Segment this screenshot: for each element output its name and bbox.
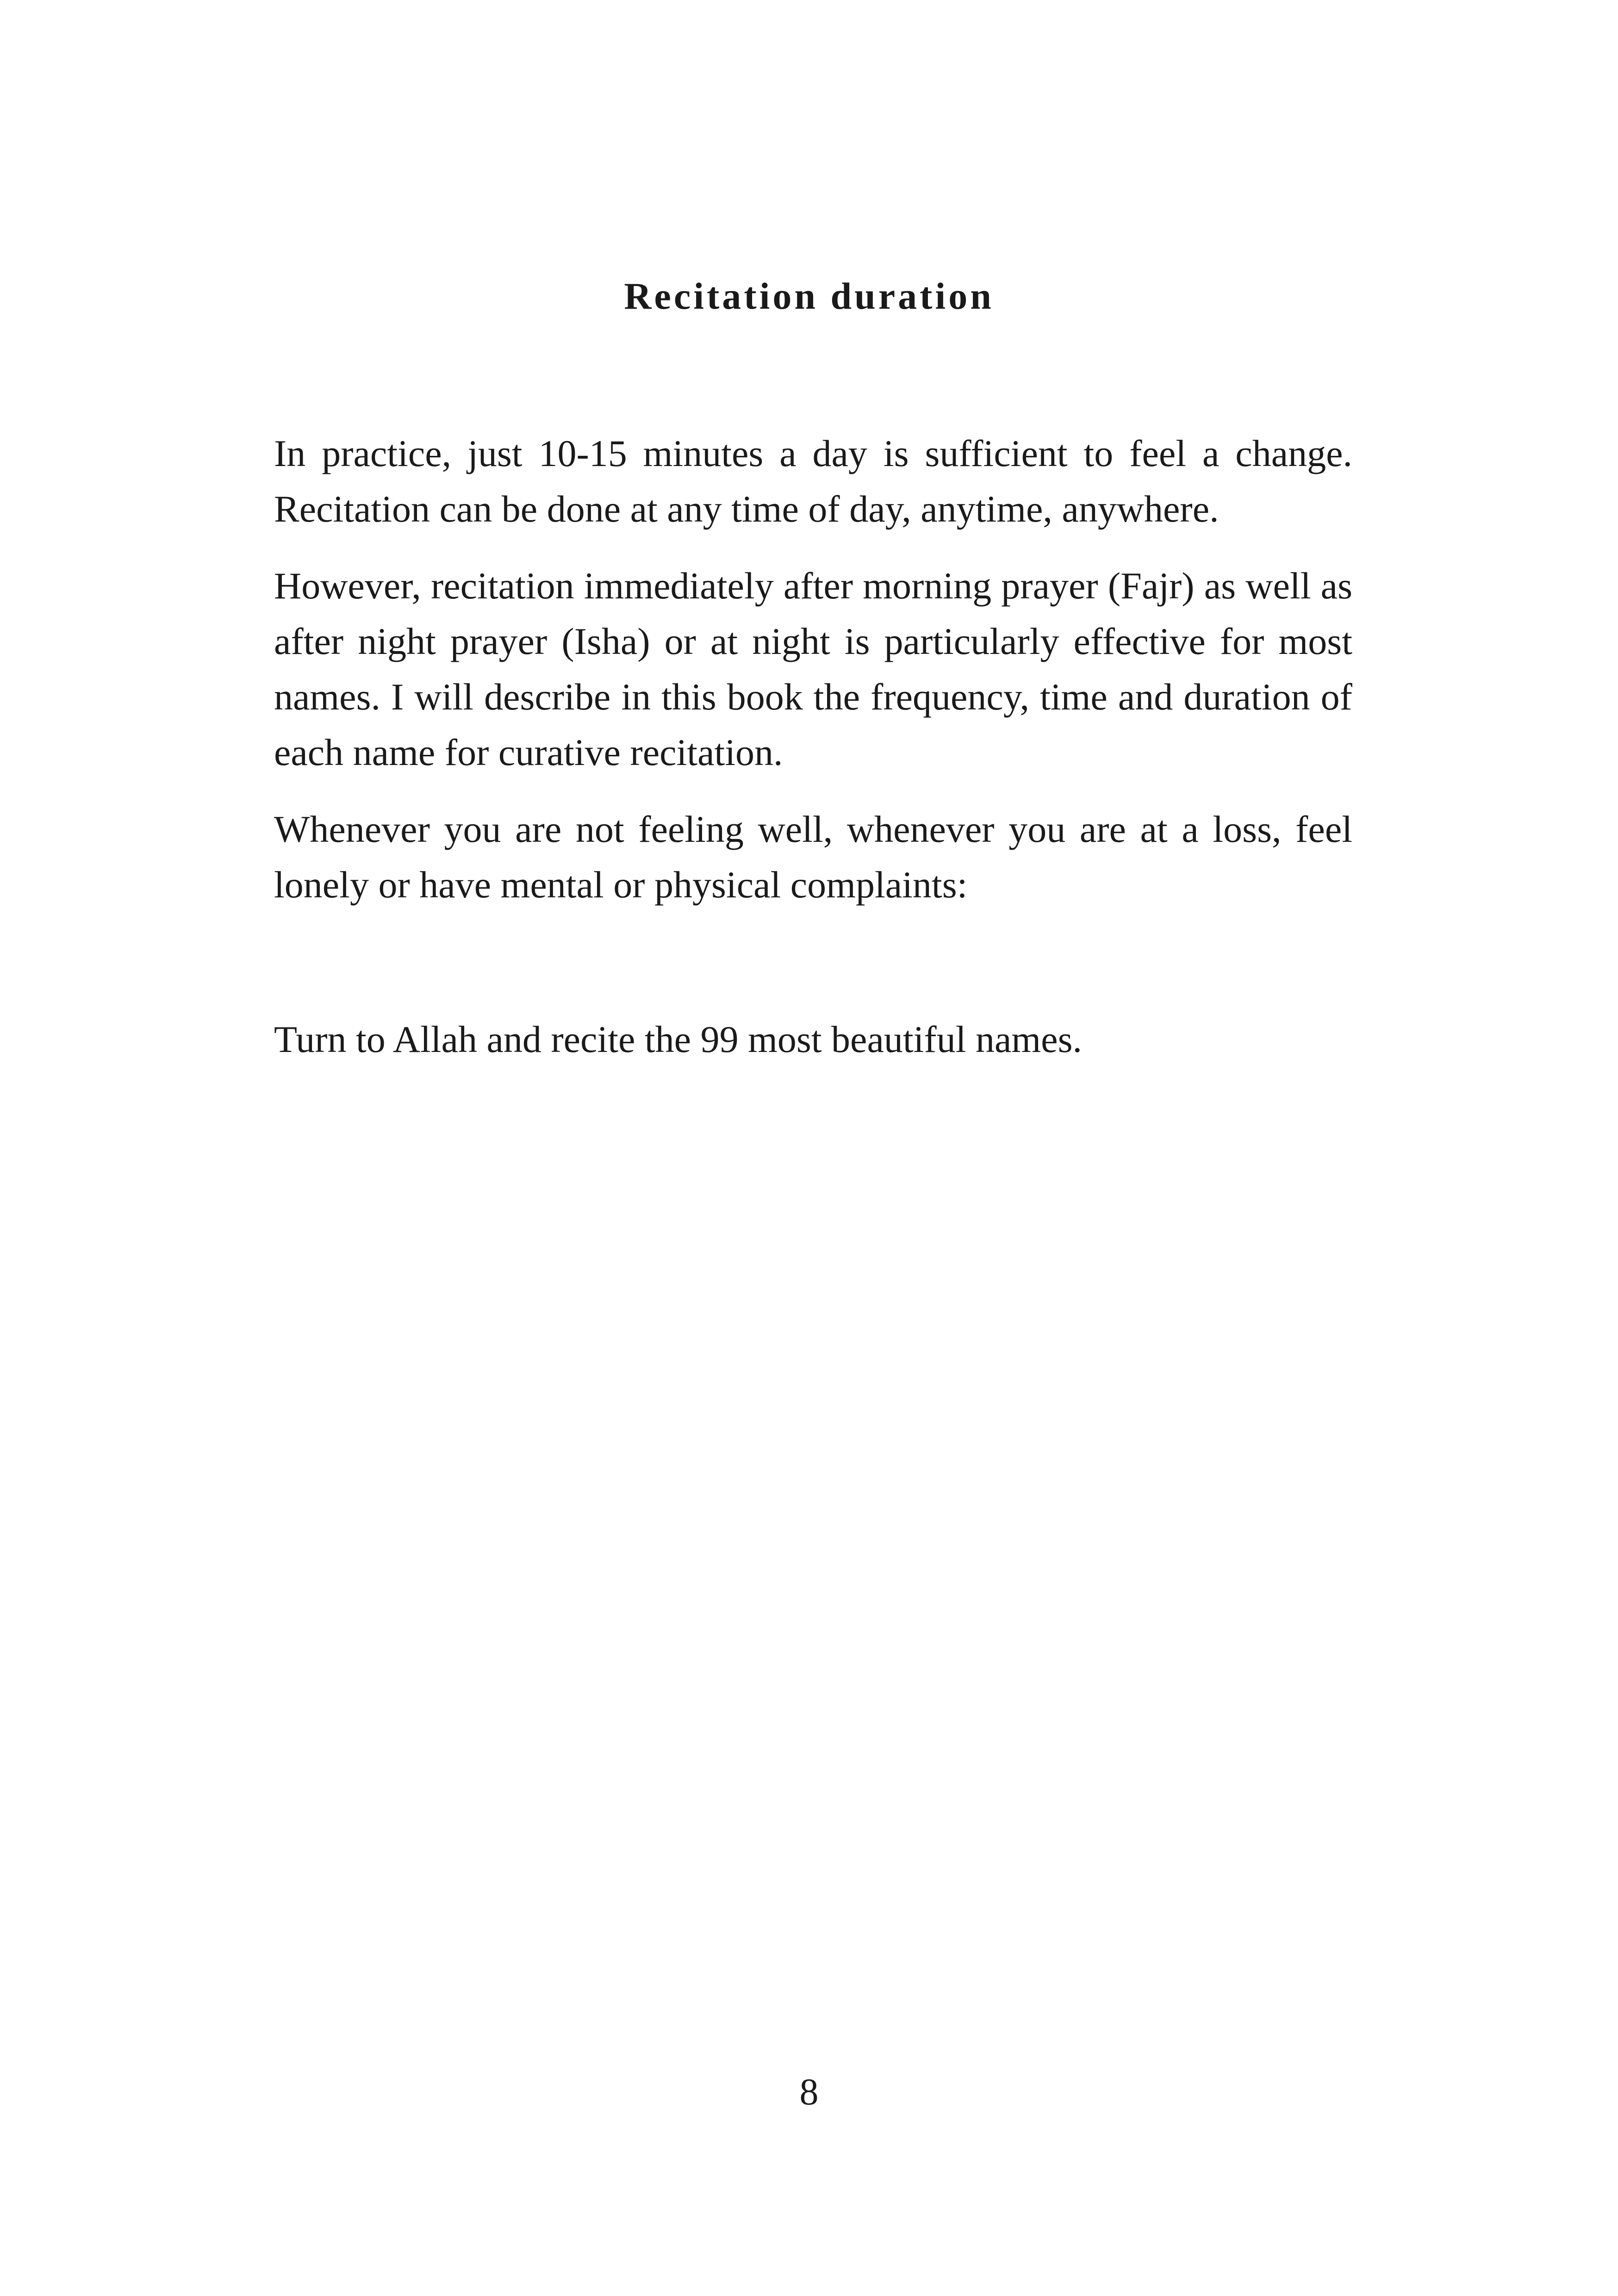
body-text	[274, 426, 1352, 1089]
section-heading: Recitation duration	[624, 275, 994, 317]
paragraph-timing: However, recitation immediately after morning prayer (Fajr) as well as after night prayer (Isha) or at night is particularly effective for most names. I will describe in this book the frequency, time and duration of each name for curative recitation.	[274, 565, 1352, 773]
closing-line: Turn to Allah and recite the 99 most beautiful names.	[274, 1018, 1082, 1060]
paragraph-practice: In practice, just 10-15 minutes a day is sufficient to feel a change. Recitation can be done at any time of day, anytime, anywhere.	[274, 432, 1352, 530]
page-number: 8	[799, 2071, 819, 2113]
paragraph-complaints: Whenever you are not feeling well, whenever you are at a loss, feel lonely or have mental or physical complaints:	[274, 808, 1352, 906]
